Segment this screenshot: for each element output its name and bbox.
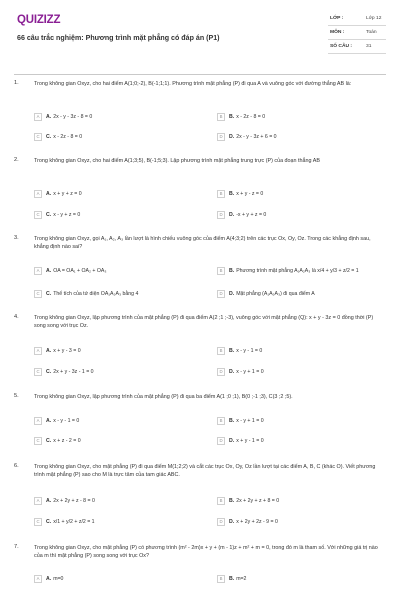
option-label: A. — [46, 267, 52, 274]
option-a[interactable] — [34, 414, 79, 427]
option-label: C. — [46, 211, 52, 218]
option-text: OA = OA₁ + OA₂ + OA₃ — [53, 267, 107, 274]
option-text: x/1 + y/2 + z/2 = 1 — [53, 518, 95, 525]
question-number: 4. — [14, 314, 19, 320]
option-b[interactable] — [217, 344, 262, 357]
option-d[interactable] — [217, 434, 264, 447]
option-a[interactable] — [34, 187, 82, 200]
question-text: Trong không gian Oxyz, lập phương trình của mặt phẳng (P) đi qua ba điểm A(1 ;0 ;1), B(0 ;-1 ;3), C(3 ;2 ;5). — [34, 394, 293, 400]
meta-key: LỚP : — [330, 16, 344, 21]
option-label: C. — [46, 290, 52, 297]
question-1 — [14, 80, 386, 152]
option-text: x - y - 1 = 0 — [236, 347, 263, 354]
option-d[interactable] — [217, 515, 278, 528]
option-label: B. — [229, 417, 235, 424]
meta-row-subject — [328, 26, 386, 40]
option-text: x - y + z = 0 — [53, 211, 81, 218]
question-text: Trong không gian Oxyz, gọi A₁, A₂, A₃ lần lượt là hình chiếu vuông góc của điểm A(4;3;2) trên các trục Ox, Oy, Oz. Trong các khẳng định sau, khẳng định nào sai? — [34, 236, 371, 250]
option-text: x + z - 2 = 0 — [53, 437, 81, 444]
option-b[interactable] — [217, 187, 263, 200]
option-label: A. — [46, 113, 52, 120]
page-title: 66 câu trắc nghiệm: Phương trình mặt phẳng có đáp án (P1) — [17, 34, 220, 42]
option-text: Phương trình mặt phẳng A₁A₂A₃ là x/4 + y/3 + z/2 = 1 — [236, 267, 359, 274]
option-letter-box: A — [34, 497, 42, 505]
option-a[interactable] — [34, 572, 63, 585]
question-text: Trong không gian Oxyz, cho mặt phẳng (P) có phương trình (m² - 2m)x + y + (m - 1)z + m² + m = 0, trong đó m là tham số. Với những giá trị nào của m thì mặt phẳng (P) song song với trục Ox? — [34, 545, 378, 559]
option-text: Thể tích của tứ diện OA₁A₂A₃ bằng 4 — [53, 290, 139, 297]
option-text: 2x + 2y + z - 8 = 0 — [53, 497, 95, 504]
option-d[interactable] — [217, 208, 266, 221]
option-letter-box: B — [217, 497, 225, 505]
meta-value: Toán — [366, 30, 377, 35]
option-label: A. — [46, 417, 52, 424]
option-text: m=2 — [236, 575, 247, 582]
option-b[interactable] — [217, 494, 279, 507]
option-a[interactable] — [34, 494, 95, 507]
question-6 — [14, 463, 386, 541]
option-b[interactable] — [217, 572, 246, 585]
option-text: x - y + 1 = 0 — [236, 368, 264, 375]
option-text: x - y + 1 = 0 — [236, 417, 264, 424]
option-letter-box: B — [217, 575, 225, 583]
meta-row-count — [328, 40, 386, 54]
quizizz-logo[interactable]: QUIZIZZ — [17, 14, 61, 26]
option-a[interactable] — [34, 264, 107, 277]
question-5 — [14, 393, 386, 459]
option-label: B. — [229, 113, 235, 120]
option-label: D. — [229, 368, 235, 375]
option-text: m=0 — [53, 575, 64, 582]
option-letter-box: D — [217, 133, 225, 141]
option-letter-box: D — [217, 290, 225, 298]
option-text: x + y - 3 = 0 — [53, 347, 81, 354]
option-d[interactable] — [217, 130, 277, 143]
option-letter-box: C — [34, 133, 42, 141]
option-text: x + y - z = 0 — [236, 190, 264, 197]
option-label: B. — [229, 497, 235, 504]
option-letter-box: A — [34, 113, 42, 121]
option-label: A. — [46, 190, 52, 197]
option-text: x + y + z = 0 — [53, 190, 82, 197]
option-c[interactable] — [34, 365, 94, 378]
header-divider — [14, 74, 386, 75]
option-b[interactable] — [217, 264, 359, 277]
option-b[interactable] — [217, 110, 265, 123]
option-letter-box: C — [34, 368, 42, 376]
option-letter-box: A — [34, 575, 42, 583]
question-text: Trong không gian Oxyz, cho hai điểm A(1;0;-2), B(-1;1;1). Phương trình mặt phẳng (P) đi qua A và vuông góc với đường thẳng AB là: — [34, 81, 352, 87]
option-letter-box: D — [217, 368, 225, 376]
option-letter-box: A — [34, 190, 42, 198]
option-label: C. — [46, 133, 52, 140]
option-letter-box: B — [217, 347, 225, 355]
option-text: x - 2z - 8 = 0 — [53, 133, 83, 140]
question-number: 5. — [14, 393, 19, 399]
option-text: 2x - y - 3z + 6 = 0 — [236, 133, 277, 140]
question-2 — [14, 157, 386, 229]
option-label: C. — [46, 368, 52, 375]
option-letter-box: D — [217, 437, 225, 445]
option-label: C. — [46, 437, 52, 444]
option-letter-box: C — [34, 518, 42, 526]
option-label: A. — [46, 497, 52, 504]
option-text: x + y - 1 = 0 — [236, 437, 264, 444]
option-c[interactable] — [34, 208, 80, 221]
question-text: Trong không gian Oxyz, cho mặt phẳng (P) đi qua điểm M(1;2;2) và cắt các trục Ox, Oy, Oz lần lượt tại các điểm A, B, C (khác O). Viết phương trình mặt phẳng (P) sao cho M là trực tâm của tam giác ABC. — [34, 464, 376, 478]
question-3 — [14, 235, 386, 307]
question-text: Trong không gian Oxyz, cho hai điểm A(1;3;5), B(-1;5;3). Lập phương trình mặt phẳng trung trực (P) của đoạn thẳng AB — [34, 158, 320, 164]
option-letter-box: C — [34, 437, 42, 445]
question-number: 1. — [14, 80, 19, 86]
option-label: C. — [46, 518, 52, 525]
question-4 — [14, 314, 386, 386]
option-label: D. — [229, 211, 235, 218]
option-letter-box: B — [217, 190, 225, 198]
option-label: D. — [229, 518, 235, 525]
option-label: D. — [229, 290, 235, 297]
option-letter-box: D — [217, 211, 225, 219]
question-number: 2. — [14, 157, 19, 163]
meta-value: Lớp 12 — [366, 16, 382, 21]
option-text: 2x + y - 3z - 1 = 0 — [53, 368, 94, 375]
meta-table — [328, 12, 386, 54]
option-label: B. — [229, 267, 235, 274]
option-letter-box: B — [217, 417, 225, 425]
option-label: D. — [229, 133, 235, 140]
option-letter-box: A — [34, 267, 42, 275]
option-text: x - y - 1 = 0 — [53, 417, 80, 424]
option-text: Mặt phẳng (A₁A₂A₃) đi qua điểm A — [236, 290, 315, 297]
option-c[interactable] — [34, 130, 82, 143]
question-number: 3. — [14, 235, 19, 241]
meta-key: SỐ CÂU : — [330, 44, 353, 49]
question-text: Trong không gian Oxyz, lập phương trình của mặt phẳng (P) đi qua điểm A(2 ;1 ;-3), vuông góc với mặt phẳng (Q): x + y - 3z = 0 đồng thời (P) song song với trục Oz. — [34, 315, 374, 329]
document-header — [14, 12, 386, 58]
option-label: D. — [229, 437, 235, 444]
option-letter-box: B — [217, 267, 225, 275]
option-letter-box: D — [217, 518, 225, 526]
meta-row-grade — [328, 12, 386, 26]
option-label: B. — [229, 347, 235, 354]
option-letter-box: C — [34, 290, 42, 298]
option-label: A. — [46, 575, 52, 582]
option-text: x - 2z - 8 = 0 — [236, 113, 266, 120]
option-c[interactable] — [34, 287, 138, 300]
option-c[interactable] — [34, 434, 81, 447]
meta-value: 31 — [366, 44, 372, 49]
option-label: B. — [229, 575, 235, 582]
option-letter-box: A — [34, 347, 42, 355]
option-c[interactable] — [34, 515, 95, 528]
question-number: 6. — [14, 463, 19, 469]
option-text: 2x - y - 3z - 8 = 0 — [53, 113, 93, 120]
option-text: x + 2y + 2z - 9 = 0 — [236, 518, 278, 525]
option-letter-box: B — [217, 113, 225, 121]
meta-key: MÔN : — [330, 30, 345, 35]
question-7 — [14, 544, 386, 594]
option-a[interactable] — [34, 344, 81, 357]
option-text: 2x + 2y + z + 8 = 0 — [236, 497, 280, 504]
question-number: 7. — [14, 544, 19, 550]
option-letter-box: A — [34, 417, 42, 425]
option-d[interactable] — [217, 287, 315, 300]
option-d[interactable] — [217, 365, 264, 378]
option-a[interactable] — [34, 110, 92, 123]
option-b[interactable] — [217, 414, 264, 427]
option-text: -x + y + z = 0 — [236, 211, 267, 218]
option-label: A. — [46, 347, 52, 354]
option-letter-box: C — [34, 211, 42, 219]
option-label: B. — [229, 190, 235, 197]
